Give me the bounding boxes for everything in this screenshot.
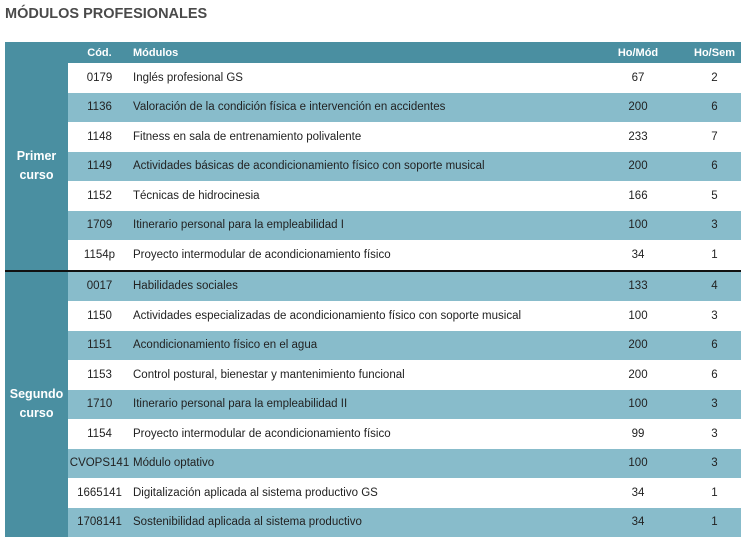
hours-module-cell: 100 [588,211,688,241]
header-year-cell [5,42,68,63]
hours-module-cell: 34 [631,248,645,261]
cod-cell: 1151 [68,331,131,361]
hours-week-cell: 3 [711,309,718,322]
table-row [5,449,741,479]
cod-cell: 1665141 [77,486,122,499]
cod-cell: 1136 [68,93,131,123]
table-row [5,301,741,331]
year-label-line1: Segundo [9,387,64,402]
table-row [5,211,741,241]
table-row [5,331,741,361]
module-name-cell: Actividades básicas de acondicionamiento físico con soporte musical [131,152,588,182]
cod-cell: 1153 [87,368,112,381]
module-name-cell: Técnicas de hidrocinesia [133,189,260,202]
table-row [5,240,741,271]
hours-week-cell: 3 [688,449,741,479]
module-name-cell: Módulo optativo [131,449,588,479]
cod-cell: 1149 [68,152,131,182]
hours-week-cell: 1 [711,248,718,261]
header-ho-sem: Ho/Sem [688,42,741,63]
module-name-cell: Itinerario personal para la empleabilidad I [131,211,588,241]
hours-module-cell: 200 [588,93,688,123]
year-label-line2: curso [19,406,54,421]
module-name-cell: Control postural, bienestar y mantenimiento funcional [133,368,405,381]
table-row [5,122,741,152]
header-cod: Cód. [68,42,131,63]
hours-module-cell: 99 [631,427,645,440]
table-header-row [5,42,741,63]
hours-week-cell: 5 [711,189,718,202]
hours-week-cell: 3 [688,211,741,241]
hours-week-cell: 1 [711,486,718,499]
year-label-line2: curso [19,168,54,183]
table-row [5,419,741,449]
cod-cell: 1148 [87,130,112,143]
table-row [5,63,741,93]
module-name-cell: Valoración de la condición física e intervención en accidentes [131,93,588,123]
module-name-cell: Inglés profesional GS [133,71,243,84]
module-name-cell: Proyecto intermodular de acondicionamiento físico [133,427,391,440]
cod-cell: 0017 [68,271,131,302]
table-body [5,63,741,537]
hours-module-cell: 100 [588,390,688,420]
modules-table [5,42,741,537]
hours-week-cell: 6 [711,368,718,381]
module-name-cell: Fitness en sala de entrenamiento polivalente [133,130,362,143]
hours-module-cell: 200 [588,152,688,182]
page-title: MÓDULOS PROFESIONALES [5,6,208,22]
hours-module-cell: 200 [588,331,688,361]
table-row [5,271,741,302]
cod-cell: 1709 [68,211,131,241]
cod-cell: 1708141 [68,508,131,538]
module-name-cell: Acondicionamiento físico en el agua [131,331,588,361]
hours-week-cell: 3 [711,427,718,440]
module-name-cell: Sostenibilidad aplicada al sistema productivo [131,508,588,538]
table-row [5,390,741,420]
cod-cell: 1154 [87,427,112,440]
hours-module-cell: 34 [631,486,645,499]
hours-week-cell: 6 [688,93,741,123]
year-label-line1: Primer [16,149,57,164]
cod-cell: 1150 [87,309,112,322]
year-group-label [5,271,68,538]
table-row [5,181,741,211]
hours-week-cell: 7 [711,130,718,143]
hours-module-cell: 166 [628,189,648,202]
hours-module-cell: 200 [628,368,648,381]
module-name-cell: Habilidades sociales [131,271,588,302]
hours-module-cell: 233 [628,130,648,143]
hours-week-cell: 1 [688,508,741,538]
module-name-cell: Actividades especializadas de acondicionamiento físico con soporte musical [133,309,522,322]
table-row [5,93,741,123]
hours-week-cell: 6 [688,152,741,182]
cod-cell: 0179 [86,71,113,84]
table-row [5,508,741,538]
hours-week-cell: 4 [688,271,741,302]
table-row [5,360,741,390]
module-name-cell: Itinerario personal para la empleabilidad II [131,390,588,420]
cod-cell: 1710 [68,390,131,420]
hours-module-cell: 100 [588,449,688,479]
hours-module-cell: 34 [588,508,688,538]
module-name-cell: Proyecto intermodular de acondicionamiento físico [133,248,391,261]
header-modulos: Módulos [131,42,588,63]
hours-week-cell: 3 [688,390,741,420]
cod-cell: CVOPS141 [68,449,131,479]
table-row [5,478,741,508]
year-group-label [5,63,68,271]
module-name-cell: Digitalización aplicada al sistema productivo GS [133,486,378,499]
hours-week-cell: 6 [688,331,741,361]
hours-module-cell: 100 [628,309,648,322]
cod-cell: 1154p [83,248,116,261]
header-ho-mod: Ho/Mód [588,42,688,63]
cod-cell: 1152 [87,189,112,202]
table-row [5,152,741,182]
hours-module-cell: 133 [588,271,688,302]
hours-module-cell: 67 [631,71,645,84]
hours-week-cell: 2 [711,71,718,84]
